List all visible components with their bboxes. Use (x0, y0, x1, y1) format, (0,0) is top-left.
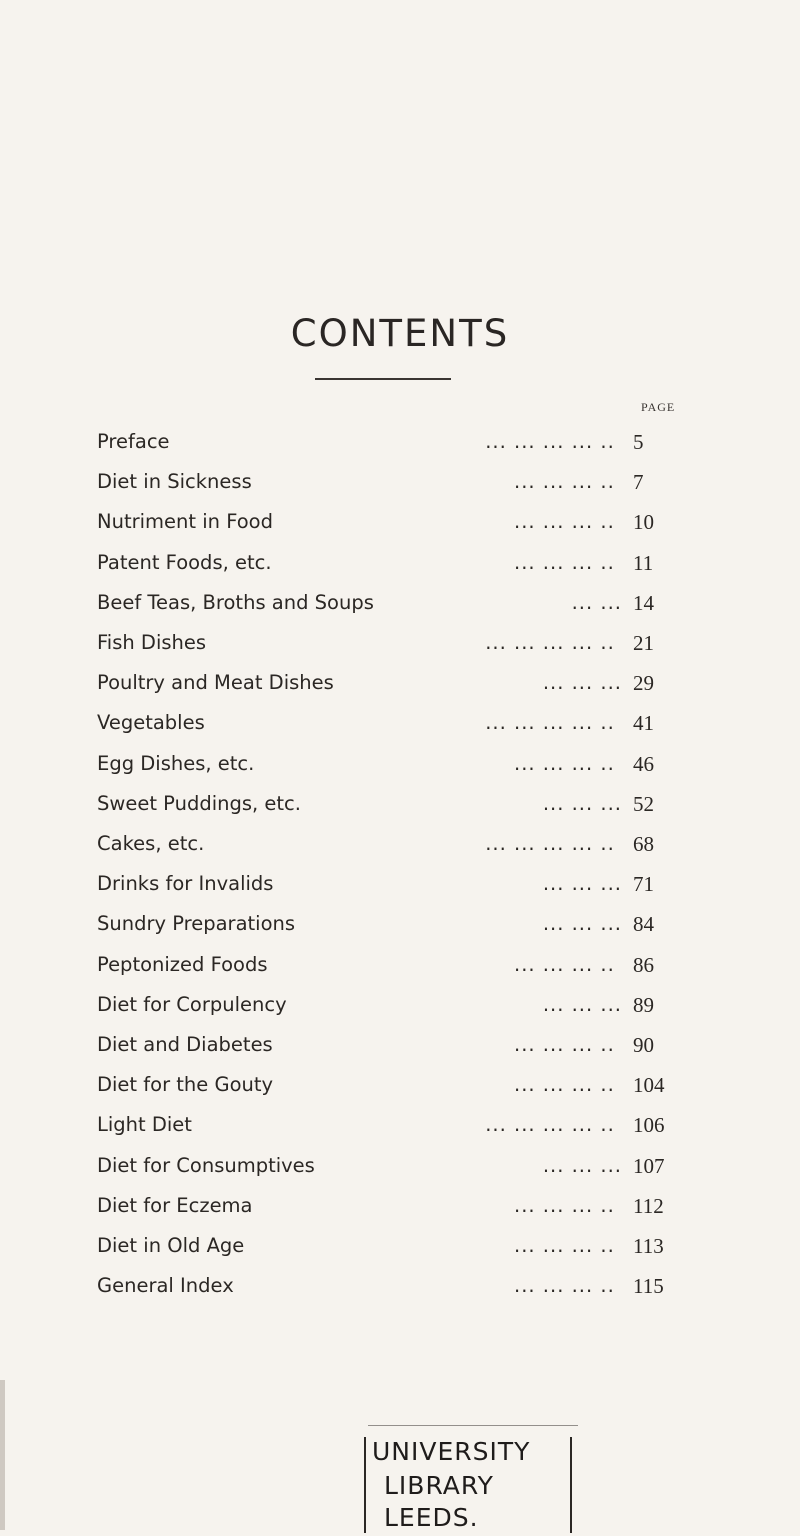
toc-entry-label: Fish Dishes (97, 631, 207, 654)
toc-entry-label: Light Diet (97, 1113, 192, 1137)
toc-entry-label: Sundry Preparations (97, 912, 296, 936)
toc-entry-label: Nutriment in Food (97, 510, 273, 534)
toc-entry-label: Preface (97, 430, 170, 453)
library-stamp (362, 1433, 584, 1536)
stamp-left-border (364, 1437, 366, 1533)
stamp-top-rule (368, 1425, 578, 1426)
toc-entry-leader: ... ... ... .. (514, 1033, 615, 1056)
toc-entry-leader: ... ... ... ... .. (485, 1113, 615, 1137)
toc-row (0, 583, 800, 623)
toc-entry-leader: ... ... ... (542, 912, 622, 936)
toc-entry-label: Diet in Sickness (97, 470, 252, 494)
toc-entry-label: Cakes, etc. (97, 832, 205, 855)
toc-entry-label: Vegetables (97, 711, 205, 735)
toc-row (0, 1266, 800, 1306)
toc-row (0, 422, 800, 462)
toc-row (0, 543, 800, 583)
toc-entry-leader: ... ... ... .. (514, 510, 615, 534)
toc-entry-page-number: 14 (633, 590, 654, 615)
toc-entry-page-number: 29 (633, 671, 654, 696)
toc-entry-leader: ... ... ... .. (514, 1234, 615, 1257)
stamp-line-library: LIBRARY (384, 1471, 494, 1500)
toc-entry-leader: ... ... ... .. (514, 1274, 615, 1298)
toc-entry-leader: ... ... ... .. (514, 1073, 615, 1097)
toc-row (0, 744, 800, 784)
toc-row (0, 1065, 800, 1105)
toc-entry-leader: ... ... ... ... .. (485, 631, 615, 654)
page-edge-shadow (0, 1380, 5, 1530)
toc-entry-page-number: 21 (633, 631, 654, 655)
toc-entry-leader: ... ... ... (542, 671, 622, 695)
toc-entry-label: Poultry and Meat Dishes (97, 671, 334, 695)
toc-entry-page-number: 106 (633, 1113, 665, 1138)
toc-entry-leader: ... ... ... .. (514, 751, 615, 775)
toc-entry-page-number: 89 (633, 992, 654, 1017)
toc-entry-page-number: 41 (633, 711, 654, 736)
toc-entry-page-number: 11 (633, 550, 654, 575)
toc-entry-leader: ... ... ... (542, 872, 622, 896)
toc-row (0, 985, 800, 1025)
toc-row (0, 784, 800, 824)
toc-entry-label: Peptonized Foods (97, 952, 268, 976)
toc-entry-page-number: 113 (633, 1234, 664, 1258)
toc-row (0, 1105, 800, 1145)
page-title: CONTENTS (290, 312, 510, 355)
toc-entry-leader: ... ... ... .. (514, 952, 615, 976)
toc-row (0, 945, 800, 985)
toc-row (0, 904, 800, 944)
toc-entry-page-number: 7 (633, 470, 644, 495)
toc-entry-label: General Index (97, 1274, 234, 1298)
toc-entry-label: Egg Dishes, etc. (97, 751, 255, 775)
toc-entry-page-number: 86 (633, 952, 654, 977)
toc-row (0, 1186, 800, 1226)
page-column-header: PAGE (641, 400, 676, 414)
toc-entry-leader: ... ... ... (542, 992, 622, 1016)
toc-entry-page-number: 68 (633, 832, 654, 856)
toc-row (0, 1146, 800, 1186)
toc-entry-leader: ... ... (571, 590, 622, 614)
stamp-line-university: UNIVERSITY (372, 1437, 531, 1466)
toc-entry-page-number: 104 (633, 1073, 665, 1098)
toc-row (0, 703, 800, 743)
toc-entry-leader: ... ... ... ... .. (485, 711, 615, 735)
toc-entry-label: Diet for Corpulency (97, 992, 287, 1016)
toc-entry-label: Diet for Consumptives (97, 1153, 315, 1177)
toc-entry-leader: ... ... ... .. (514, 1193, 615, 1217)
toc-row (0, 1226, 800, 1266)
toc-entry-leader: ... ... ... .. (514, 550, 615, 574)
toc-row (0, 864, 800, 904)
toc-entry-label: Diet for the Gouty (97, 1073, 274, 1097)
toc-entry-label: Beef Teas, Broths and Soups (97, 590, 374, 614)
toc-row (0, 824, 800, 864)
toc-entry-page-number: 115 (633, 1274, 664, 1299)
toc-row (0, 663, 800, 703)
toc-entry-leader: ... ... ... (542, 1153, 622, 1177)
toc-entry-leader: ... ... ... (542, 791, 622, 815)
toc-row (0, 623, 800, 663)
toc-entry-label: Sweet Puddings, etc. (97, 791, 301, 815)
toc-entry-page-number: 5 (633, 430, 644, 454)
toc-entry-page-number: 10 (633, 510, 654, 535)
toc-entry-page-number: 52 (633, 791, 654, 816)
toc-entry-page-number: 46 (633, 751, 654, 776)
toc-entry-leader: ... ... ... ... .. (485, 430, 615, 453)
toc-row (0, 502, 800, 542)
toc-entry-page-number: 107 (633, 1153, 665, 1178)
toc-entry-label: Diet in Old Age (97, 1234, 245, 1257)
stamp-line-leeds: LEEDS. (384, 1503, 479, 1532)
toc-entry-leader: ... ... ... ... .. (485, 832, 615, 855)
toc-entry-page-number: 90 (633, 1033, 654, 1057)
toc-entry-page-number: 71 (633, 872, 654, 897)
toc-row (0, 1025, 800, 1065)
toc-entry-label: Diet and Diabetes (97, 1033, 273, 1056)
toc-entry-label: Patent Foods, etc. (97, 550, 272, 574)
toc-row (0, 462, 800, 502)
toc-entry-page-number: 84 (633, 912, 654, 937)
title-underline (315, 378, 451, 380)
toc-entry-page-number: 112 (633, 1193, 664, 1218)
toc-entry-label: Drinks for Invalids (97, 872, 274, 896)
toc-entry-leader: ... ... ... .. (514, 470, 615, 494)
toc-entry-label: Diet for Eczema (97, 1193, 253, 1217)
